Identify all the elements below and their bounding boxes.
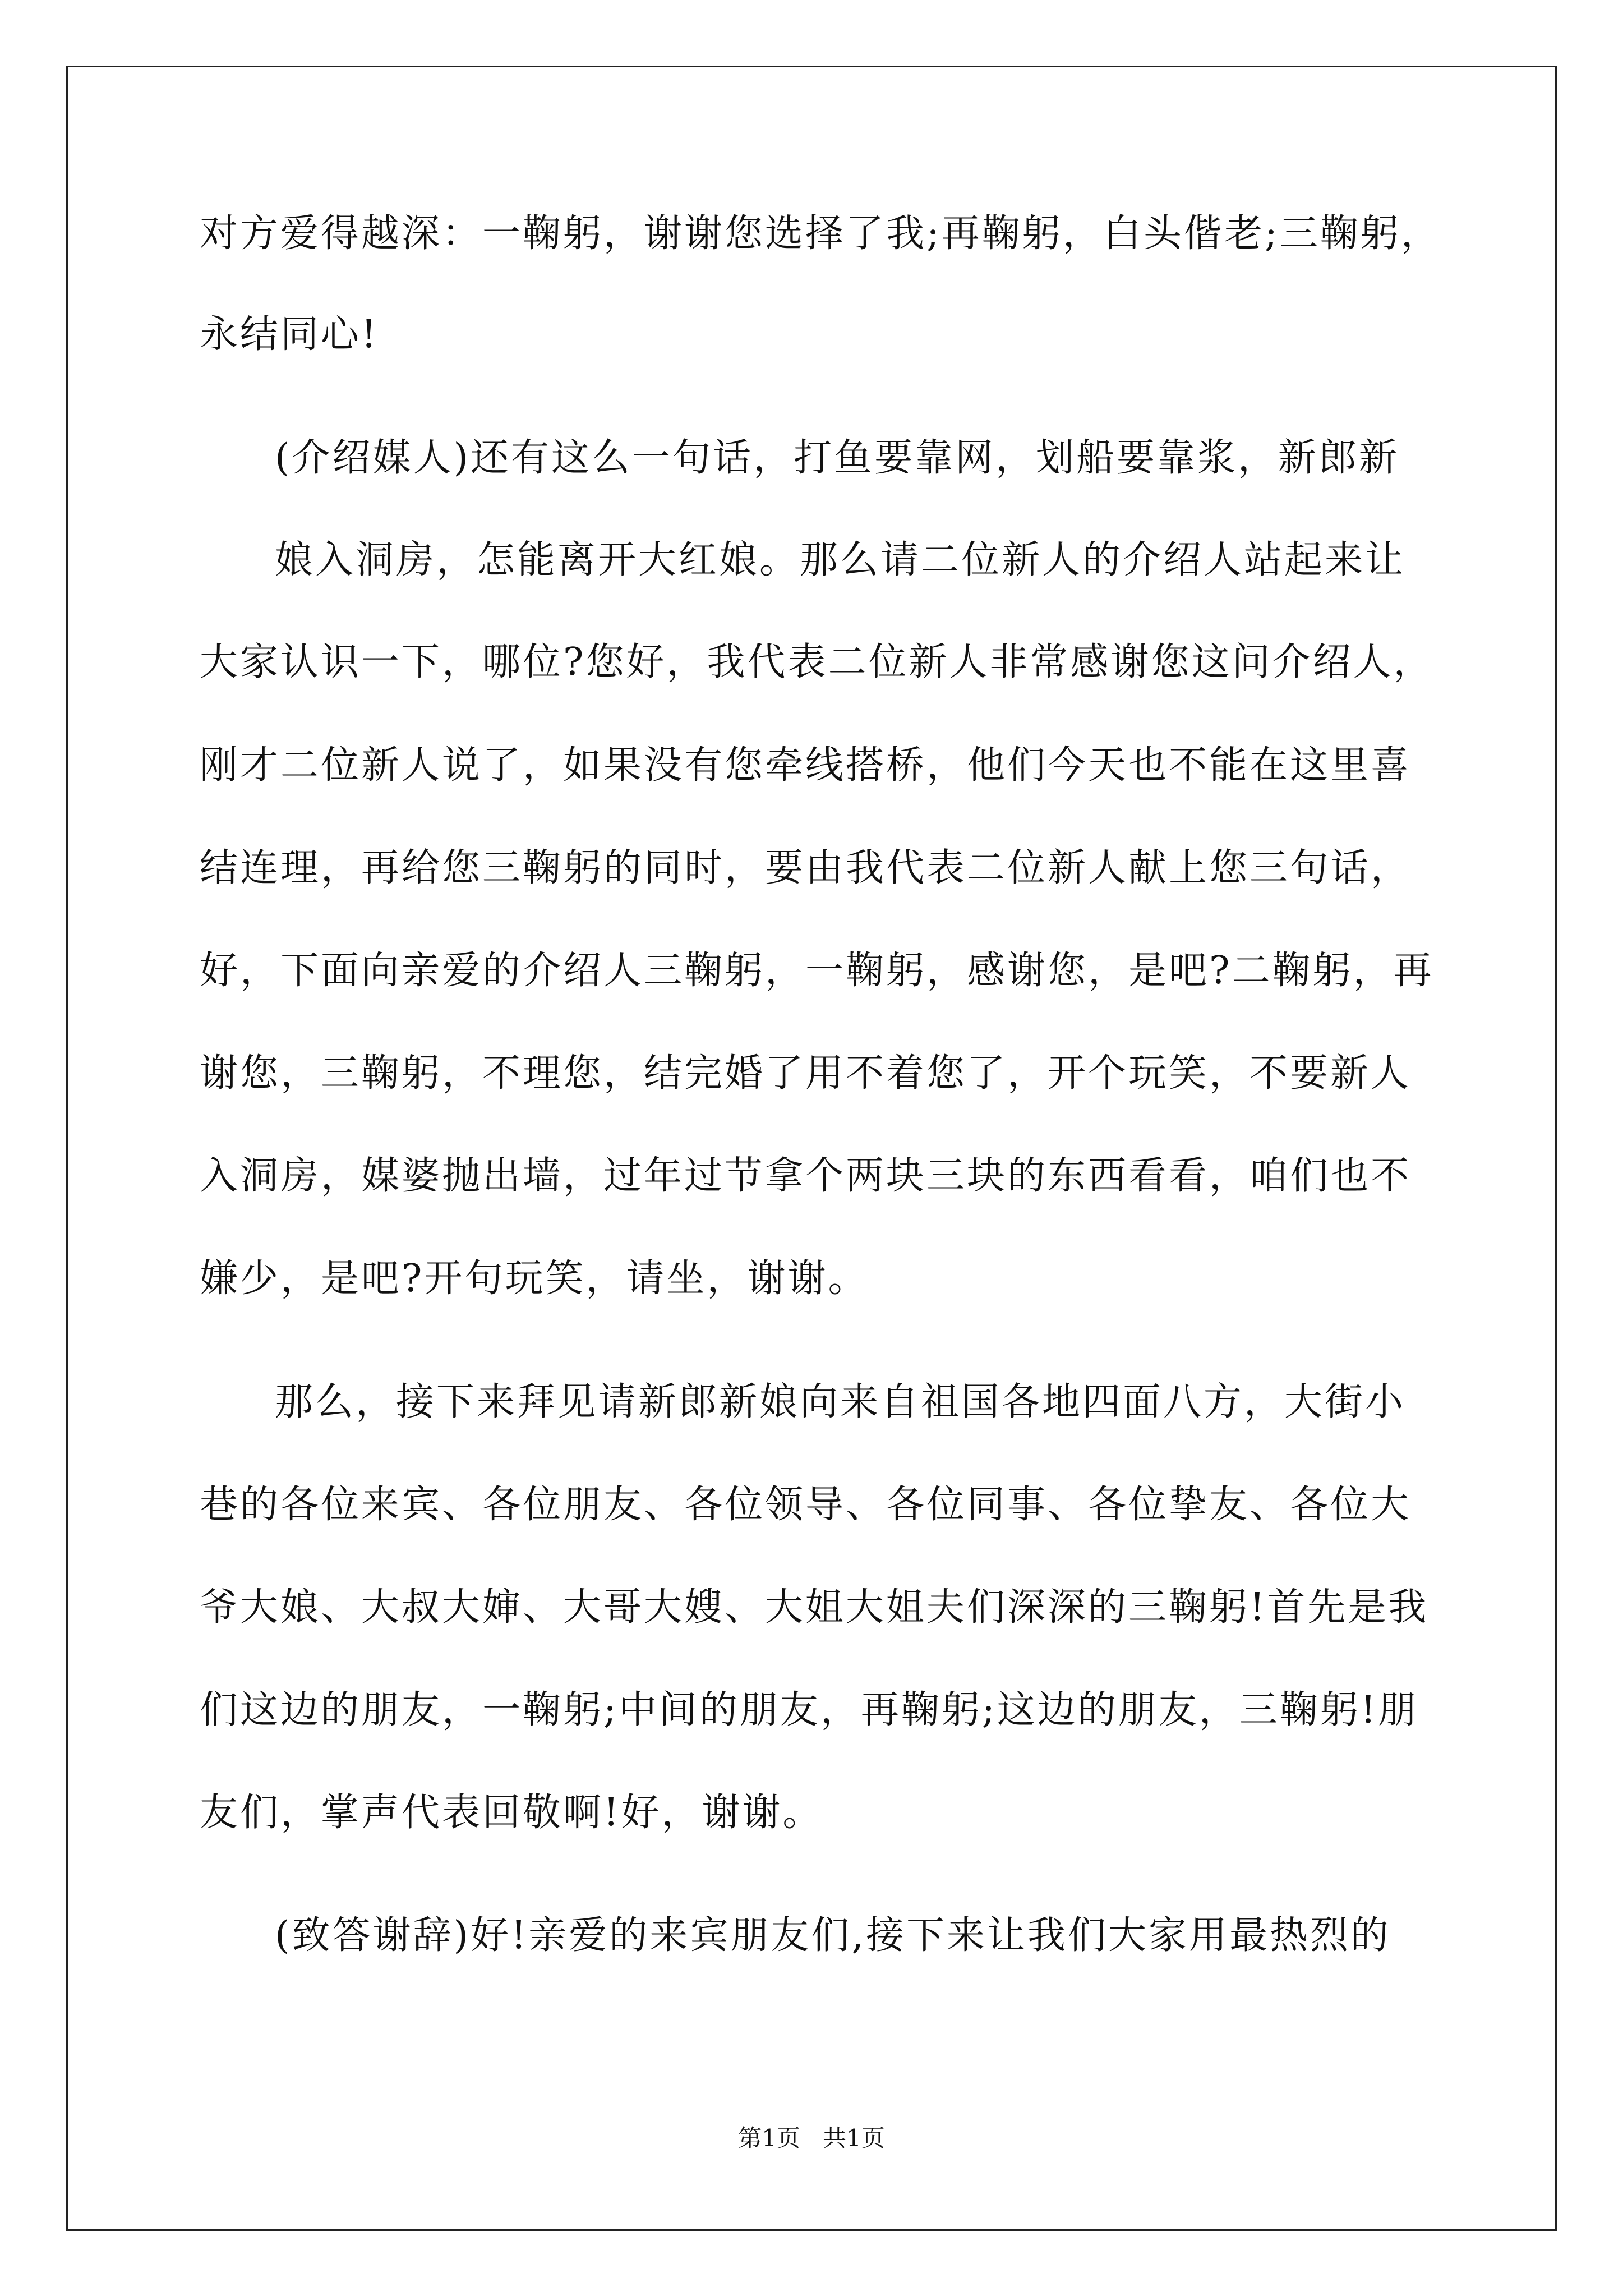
text-line: 巷的各位来宾、各位朋友、各位领导、各位同事、各位挚友、各位大	[200, 1483, 1412, 1527]
text-line: 大家认识一下，哪位?您好，我代表二位新人非常感谢您这问介绍人，	[200, 640, 1434, 684]
text-line: 永结同心!	[200, 312, 379, 357]
text-line: (致答谢辞)好!亲爱的来宾朋友们,接下来让我们大家用最热烈的	[275, 1913, 1391, 1958]
text-line: 对方爱得越深：一鞠躬，谢谢您选择了我;再鞠躬，白头偕老;三鞠躬，	[200, 211, 1441, 256]
text-line: 刚才二位新人说了，如果没有您牵线搭桥，他们今天也不能在这里喜	[200, 743, 1412, 788]
text-line: 结连理，再给您三鞠躬的同时，要由我代表二位新人献上您三句话，	[200, 846, 1412, 890]
page-number-footer: 第1页 共1页	[738, 2124, 885, 2152]
text-line: 入洞房，媒婆抛出墙，过年过节拿个两块三块的东西看看，咱们也不	[200, 1154, 1412, 1198]
page-border	[66, 66, 1557, 2231]
text-line: 谢您，三鞠躬，不理您，结完婚了用不着您了，开个玩笑，不要新人	[200, 1051, 1412, 1096]
text-line: 好，下面向亲爱的介绍人三鞠躬，一鞠躬，感谢您，是吧?二鞠躬，再	[200, 949, 1434, 993]
text-line: 嫌少，是吧?开句玩笑，请坐，谢谢。	[200, 1257, 869, 1301]
text-line: 友们，掌声代表回敬啊!好，谢谢。	[200, 1791, 823, 1835]
text-line: (介绍媒人)还有这么一句话，打鱼要靠网，划船要靠浆，新郎新	[275, 436, 1400, 480]
text-line: 那么，接下来拜见请新郎新娘向来自祖国各地四面八方，大街小	[275, 1380, 1406, 1424]
text-line: 爷大娘、大叔大婶、大哥大嫂、大姐大姐夫们深深的三鞠躬!首先是我	[200, 1585, 1429, 1630]
text-line: 们这边的朋友，一鞠躬;中间的朋友，再鞠躬;这边的朋友，三鞠躬!朋	[200, 1688, 1419, 1732]
text-line: 娘入洞房，怎能离开大红娘。那么请二位新人的介绍人站起来让	[275, 538, 1406, 582]
